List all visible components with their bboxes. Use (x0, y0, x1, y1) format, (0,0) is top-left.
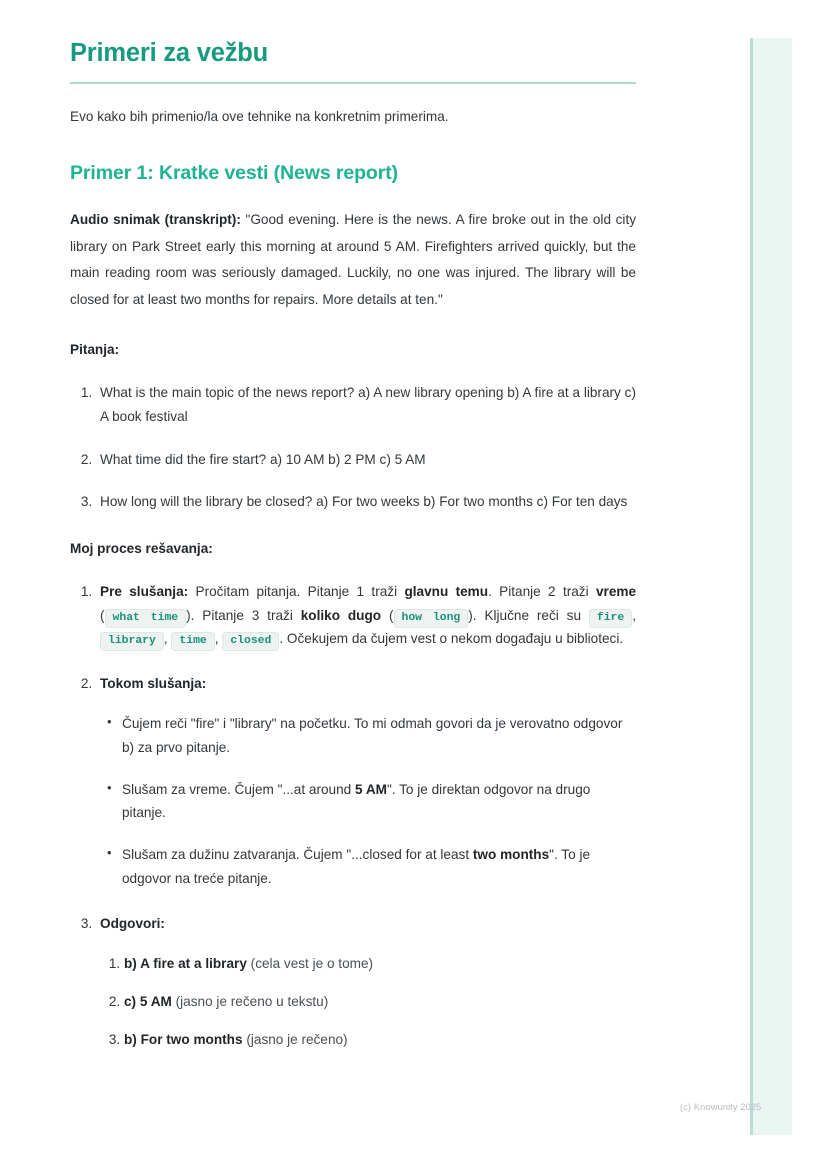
step-answers (96, 912, 636, 1051)
page-title: Primeri za vežbu (70, 39, 269, 67)
step-before-b3: koliko dugo (300, 607, 382, 623)
bullet-post: ". To je direktan odgovor na drugo pitanje. (122, 781, 591, 821)
answer-value: b) A fire at a library (124, 955, 247, 971)
answer-note: (jasno je rečeno) (242, 1031, 348, 1047)
question-item: 3. How long will the library be closed? a) For two weeks b) For two months c) For ten days (96, 490, 636, 514)
questions-list (70, 381, 636, 514)
code-chip-library: library (100, 632, 164, 651)
bullet-pre: Slušam za vreme. Čujem "...at around (122, 781, 355, 797)
answer-item (124, 1028, 636, 1051)
step-before-label: Pre slušanja: (100, 583, 189, 599)
document-body (70, 38, 636, 1075)
bullet-post: ". To je odgovor na treće pitanje. (122, 847, 591, 886)
code-sep-2: , (163, 631, 172, 647)
step-before-b2: vreme (595, 583, 637, 599)
step-during-label: Tokom slušanja: (100, 676, 207, 692)
bullet-bold: two months (472, 847, 550, 863)
transcript-label: Audio snimak (transkript): (70, 212, 241, 228)
code-chip-time: time (171, 632, 214, 651)
process-steps-list (70, 580, 636, 1051)
transcript-paragraph (70, 207, 636, 313)
bullet-bold: 5 AM (355, 781, 387, 797)
answer-value: b) For two months (124, 1031, 243, 1047)
bullet-pre: Čujem reči "fire" i "library" na početku. To mi odmah govori da je verovatno odgovor b) za prvo pitanje. (122, 716, 623, 755)
question-item: 1. What is the main topic of the news report? a) A new library opening b) A fire at a library c) A book festival (96, 381, 636, 429)
decorative-side-rail (750, 38, 792, 1135)
step-before-t1: Pročitam pitanja. Pitanje 1 traži (188, 583, 405, 599)
answers-label: Odgovori: (100, 915, 165, 931)
during-bullet-item (122, 712, 636, 760)
intro-paragraph: Evo kako bih primenio/la ove tehnike na konkretnim primerima. (70, 108, 449, 124)
step-before-t5: ( (381, 607, 394, 623)
process-label: Moj proces rešavanja: (70, 541, 213, 557)
question-item: 2. What time did the fire start? a) 10 AM b) 2 PM c) 5 AM (96, 448, 636, 472)
step-before-listening (96, 580, 636, 651)
answer-note: (cela vest je o tome) (246, 955, 374, 971)
bullet-pre: Slušam za dužinu zatvaranja. Čujem "...closed for at least (122, 847, 473, 863)
answer-item (124, 990, 636, 1013)
answer-note: (jasno je rečeno u tekstu) (171, 993, 329, 1009)
code-chip-closed: closed (222, 632, 279, 651)
answer-item (124, 952, 636, 975)
title-divider (70, 82, 636, 84)
step-before-t6: ). Ključne reči su (468, 607, 589, 623)
step-before-t3: ( (100, 607, 105, 623)
during-bullet-item (122, 778, 636, 826)
code-chip-fire: fire (589, 609, 632, 628)
step-before-t7: . Očekujem da čujem vest o nekom događaju u biblioteci. (279, 631, 624, 647)
code-chip-how-long: how long (394, 609, 469, 628)
answer-value: c) 5 AM (124, 993, 172, 1009)
decorative-side-rail-line (750, 38, 753, 1135)
code-sep-1: , (632, 607, 637, 623)
step-before-t4: ). Pitanje 3 traži (186, 607, 301, 623)
step-during-listening (96, 672, 636, 890)
example-heading: Primer 1: Kratke vesti (News report) (70, 161, 399, 184)
answers-list (100, 952, 636, 1051)
code-chip-what-time: what time (105, 609, 187, 628)
during-bullet-item (122, 843, 636, 891)
transcript-text: "Good evening. Here is the news. A fire broke out in the old city library on Park Street early this morning at around 5 AM. Firefighters arrived quickly, but the main reading room was seriously damaged. Luckily, no one was injured. The library will be closed for at least two months for repairs. More details at ten." (70, 212, 637, 307)
code-sep-3: , (214, 631, 223, 647)
questions-label: Pitanja: (70, 342, 120, 358)
step-before-b1: glavnu temu (404, 583, 489, 599)
step-before-t2: . Pitanje 2 traži (488, 583, 596, 599)
copyright-footer: (c) Knowunity 2025 (680, 1102, 762, 1113)
during-bullets-list (100, 712, 636, 891)
